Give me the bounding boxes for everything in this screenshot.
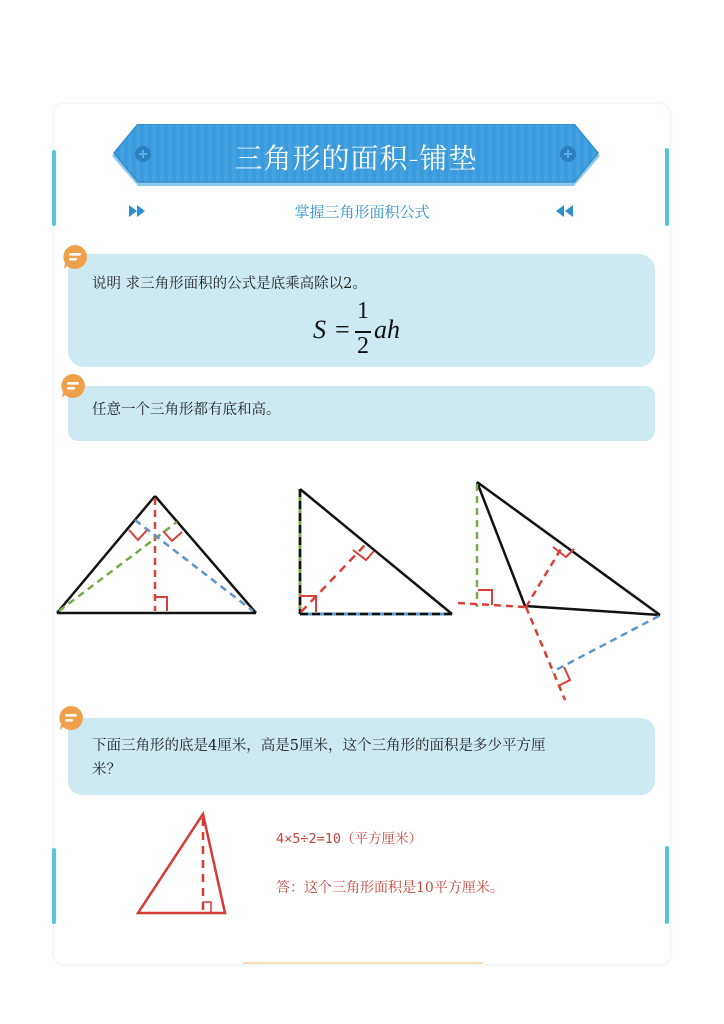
calculation-text: 4×5÷2=10（平方厘米）: [276, 831, 423, 847]
question-text-line-2: 米？: [92, 762, 121, 778]
obtuse-triangle-diagram: [458, 482, 660, 700]
formula-description: 说明 求三角形面积的公式是底乘高除以2。: [92, 276, 367, 292]
formula-lhs: S: [313, 315, 326, 344]
answer-text: 答：这个三角形面积是10平方厘米。: [276, 880, 504, 896]
footer-divider: [243, 962, 483, 964]
statement-text: 任意一个三角形都有底和高。: [92, 402, 281, 418]
acute-triangle-diagram: [57, 496, 256, 613]
formula-rhs: ah: [374, 315, 400, 344]
solution-triangle-diagram: [138, 814, 225, 913]
right-triangle-diagram: [300, 489, 452, 614]
question-text-line-1: 下面三角形的底是4厘米，高是5厘米，这个三角形的面积是多少平方厘: [92, 738, 546, 754]
formula-denominator: 2: [357, 333, 369, 359]
formula-equals: =: [335, 315, 350, 344]
page-subtitle: 掌握三角形面积公式: [294, 203, 430, 221]
page-title: 三角形的面积-铺垫: [234, 142, 478, 175]
speech-bubble-icon: [58, 705, 84, 731]
formula-numerator: 1: [357, 298, 369, 324]
